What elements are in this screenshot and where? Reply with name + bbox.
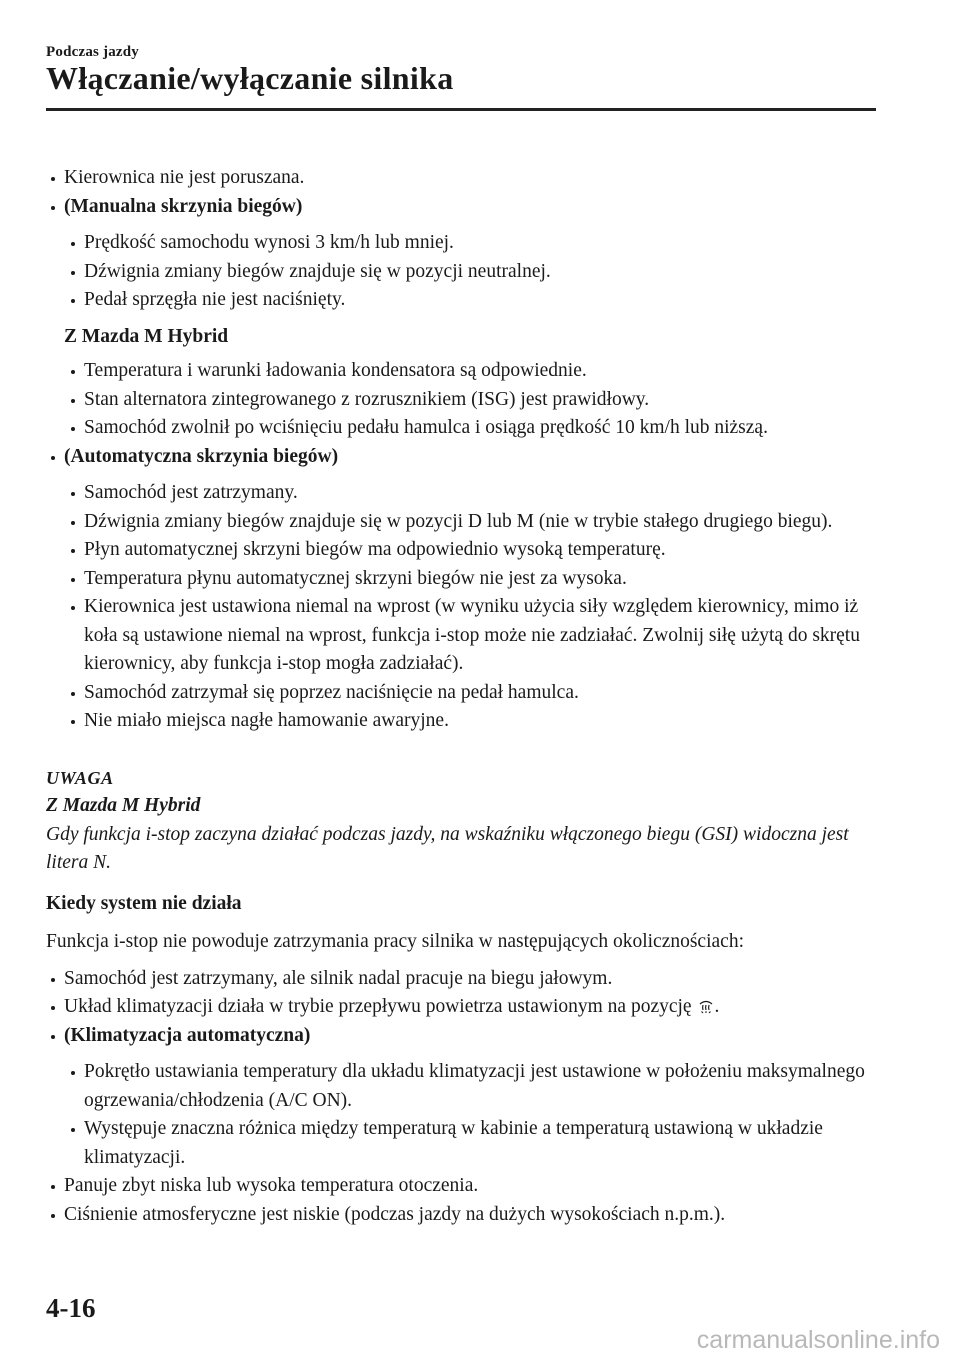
list-item: Nie miało miejsca nagłe hamowanie awaryjne.: [66, 707, 886, 736]
defroster-icon: [698, 995, 714, 1011]
list-item: Kierownica nie jest poruszana.: [46, 164, 886, 193]
note-label: UWAGA: [46, 767, 114, 788]
title-rule: [46, 108, 876, 111]
auto-heading: (Automatyczna skrzynia biegów): [46, 443, 886, 472]
section-label: Podczas jazdy: [46, 44, 140, 60]
list-item-end: .: [714, 996, 720, 1017]
list-item: [46, 993, 886, 1022]
list-item: Ciśnienie atmosferyczne jest niskie (podczas jazdy na dużych wysokościach n.p.m.).: [46, 1201, 886, 1230]
page-number: 4-16: [46, 1293, 96, 1323]
list-item: Płyn automatycznej skrzyni biegów ma odpowiednio wysoką temperaturę.: [66, 536, 886, 565]
page-content: [46, 164, 886, 1229]
climate-heading: (Klimatyzacja automatyczna): [46, 1022, 886, 1051]
list-item: Temperatura płynu automatycznej skrzyni biegów nie jest za wysoka.: [66, 565, 886, 594]
list-item: Pokrętło ustawiania temperatury dla układu klimatyzacji jest ustawione w położeniu maksymalnego ogrzewania/chłodzenia (A/C ON).: [66, 1058, 886, 1115]
hybrid-heading: Z Mazda M Hybrid: [64, 325, 229, 347]
list-item: Prędkość samochodu wynosi 3 km/h lub mniej.: [66, 229, 886, 258]
manual-heading: (Manualna skrzynia biegów): [46, 193, 886, 222]
list-item: Dźwignia zmiany biegów znajduje się w pozycji neutralnej.: [66, 258, 886, 287]
list-item-text: Układ klimatyzacji działa w trybie przepływu powietrza ustawionym na pozycję: [64, 996, 692, 1017]
watermark: carmanualsonline.info: [696, 1326, 940, 1354]
list-item: Występuje znaczna różnica między temperaturą w kabinie a temperaturą ustawioną w układzie klimatyzacji.: [66, 1115, 886, 1172]
note-text: Gdy funkcja i-stop zaczyna działać podczas jazdy, na wskaźniku włączonego biegu (GSI) widoczna jest litera N.: [46, 823, 849, 873]
list-item: Kierownica jest ustawiona niemal na wprost (w wyniku użycia siły względem kierownicy, mimo iż koła są ustawione niemal na wprost, funkcja i-stop może nie zadziałać. Zwolnij siłę użytą do skrętu kierownicy, aby funkcja i-stop mogła zadziałać).: [66, 593, 886, 679]
list-item: Samochód jest zatrzymany, ale silnik nadal pracuje na biegu jałowym.: [46, 965, 886, 994]
section-heading: Kiedy system nie działa: [46, 892, 242, 914]
list-item: Panuje zbyt niska lub wysoka temperatura otoczenia.: [46, 1172, 886, 1201]
list-item: Samochód zatrzymał się poprzez naciśnięcie na pedał hamulca.: [66, 679, 886, 708]
list-item: Pedał sprzęgła nie jest naciśnięty.: [66, 286, 886, 315]
page-title: Włączanie/wyłączanie silnika: [46, 60, 454, 96]
section-intro: Funkcja i-stop nie powoduje zatrzymania pracy silnika w następujących okolicznościach:: [46, 931, 744, 952]
list-item: Stan alternatora zintegrowanego z rozrusznikiem (ISG) jest prawidłowy.: [66, 386, 886, 415]
list-item: Dźwignia zmiany biegów znajduje się w pozycji D lub M (nie w trybie stałego drugiego biegu).: [66, 508, 886, 537]
list-item: Samochód zwolnił po wciśnięciu pedału hamulca i osiąga prędkość 10 km/h lub niższą.: [66, 414, 886, 443]
list-item: Samochód jest zatrzymany.: [66, 479, 886, 508]
list-item: Temperatura i warunki ładowania kondensatora są odpowiednie.: [66, 357, 886, 386]
note-subheading: Z Mazda M Hybrid: [46, 795, 201, 816]
